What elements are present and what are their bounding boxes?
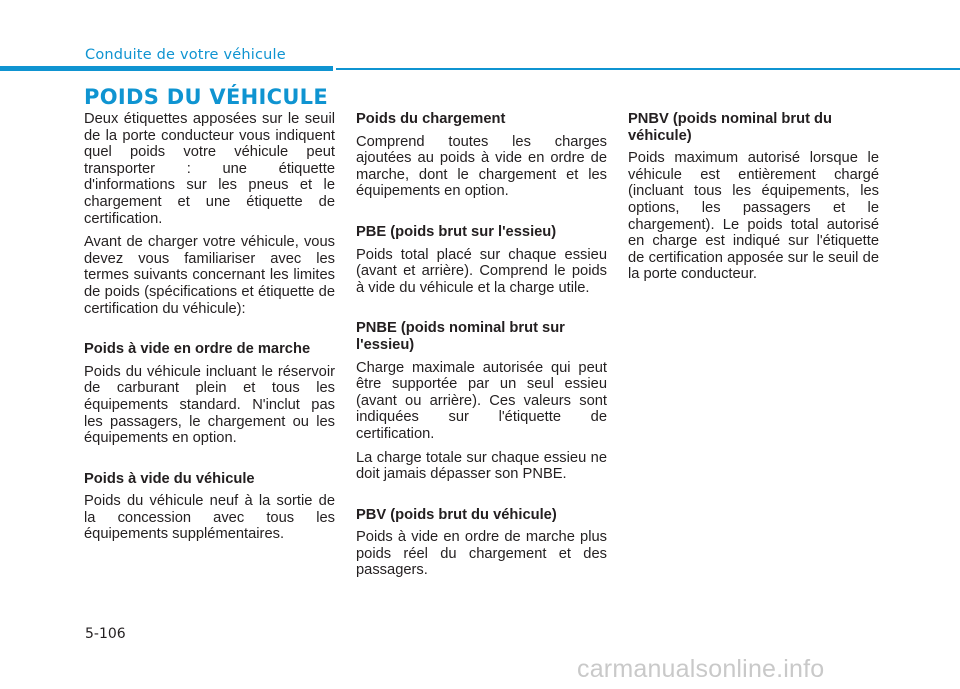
watermark: carmanualsonline.info bbox=[577, 655, 825, 683]
term-heading: PNBE (poids nominal brut sur l'essieu) bbox=[356, 320, 565, 353]
term-definition: Poids du véhicule neuf à la sortie de la concession avec tous les équipements supplémentaires. bbox=[84, 493, 335, 543]
term-definition: Poids à vide en ordre de marche plus poids réel du chargement et des passagers. bbox=[356, 529, 607, 579]
intro-paragraph: Deux étiquettes apposées sur le seuil de la porte conducteur vous indiquent quel poids votre véhicule peut transporter : une étiquette d'informations sur les pneus et le chargement et une étiquette de certification. bbox=[84, 111, 335, 227]
page-number: 5-106 bbox=[85, 626, 126, 642]
header-rule-thick bbox=[0, 66, 333, 71]
term-heading: PBV (poids brut du véhicule) bbox=[356, 506, 557, 523]
term-heading: Poids à vide du véhicule bbox=[84, 470, 255, 487]
header-rule-thin bbox=[336, 68, 960, 70]
column-left bbox=[84, 111, 335, 550]
intro-paragraph: Avant de charger votre véhicule, vous devez vous familiariser avec les termes suivants concernant les limites de poids (spécifications et étiquette de certification du véhicule): bbox=[84, 234, 335, 317]
term-heading: Poids du chargement bbox=[356, 111, 506, 127]
term-heading: Poids à vide en ordre de marche bbox=[84, 341, 311, 358]
term-definition: Comprend toutes les charges ajoutées au poids à vide en ordre de marche, dont le chargement et les équipements en option. bbox=[356, 133, 607, 200]
section-header: Conduite de votre véhicule bbox=[85, 47, 286, 63]
term-definition: Charge maximale autorisée qui peut être supportée par un seul essieu (avant ou arrière). Ces valeurs sont indiquées sur l'étiquette de certification. bbox=[356, 359, 607, 442]
term-heading: PNBV (poids nominal brut du véhicule) bbox=[628, 111, 832, 144]
column-right bbox=[628, 111, 879, 290]
column-middle bbox=[356, 111, 607, 586]
term-definition: La charge totale sur chaque essieu ne doit jamais dépasser son PNBE. bbox=[356, 449, 607, 483]
term-heading: PBE (poids brut sur l'essieu) bbox=[356, 223, 557, 240]
term-definition: Poids total placé sur chaque essieu (avant et arrière). Comprend le poids à vide du véhicule et la charge utile. bbox=[356, 246, 607, 296]
page-title: POIDS DU VÉHICULE bbox=[84, 85, 328, 109]
term-definition: Poids du véhicule incluant le réservoir de carburant plein et tous les équipements standard. N'inclut pas les passagers, le chargement ou les équipements en option. bbox=[84, 363, 335, 447]
term-definition: Poids maximum autorisé lorsque le véhicule est entièrement chargé (incluant tous les équipements, les options, les passagers et le chargement). Le poids total autorisé en charge est indiqué sur l'étiquette de certification apposée sur le seuil de la porte conducteur. bbox=[628, 150, 879, 283]
